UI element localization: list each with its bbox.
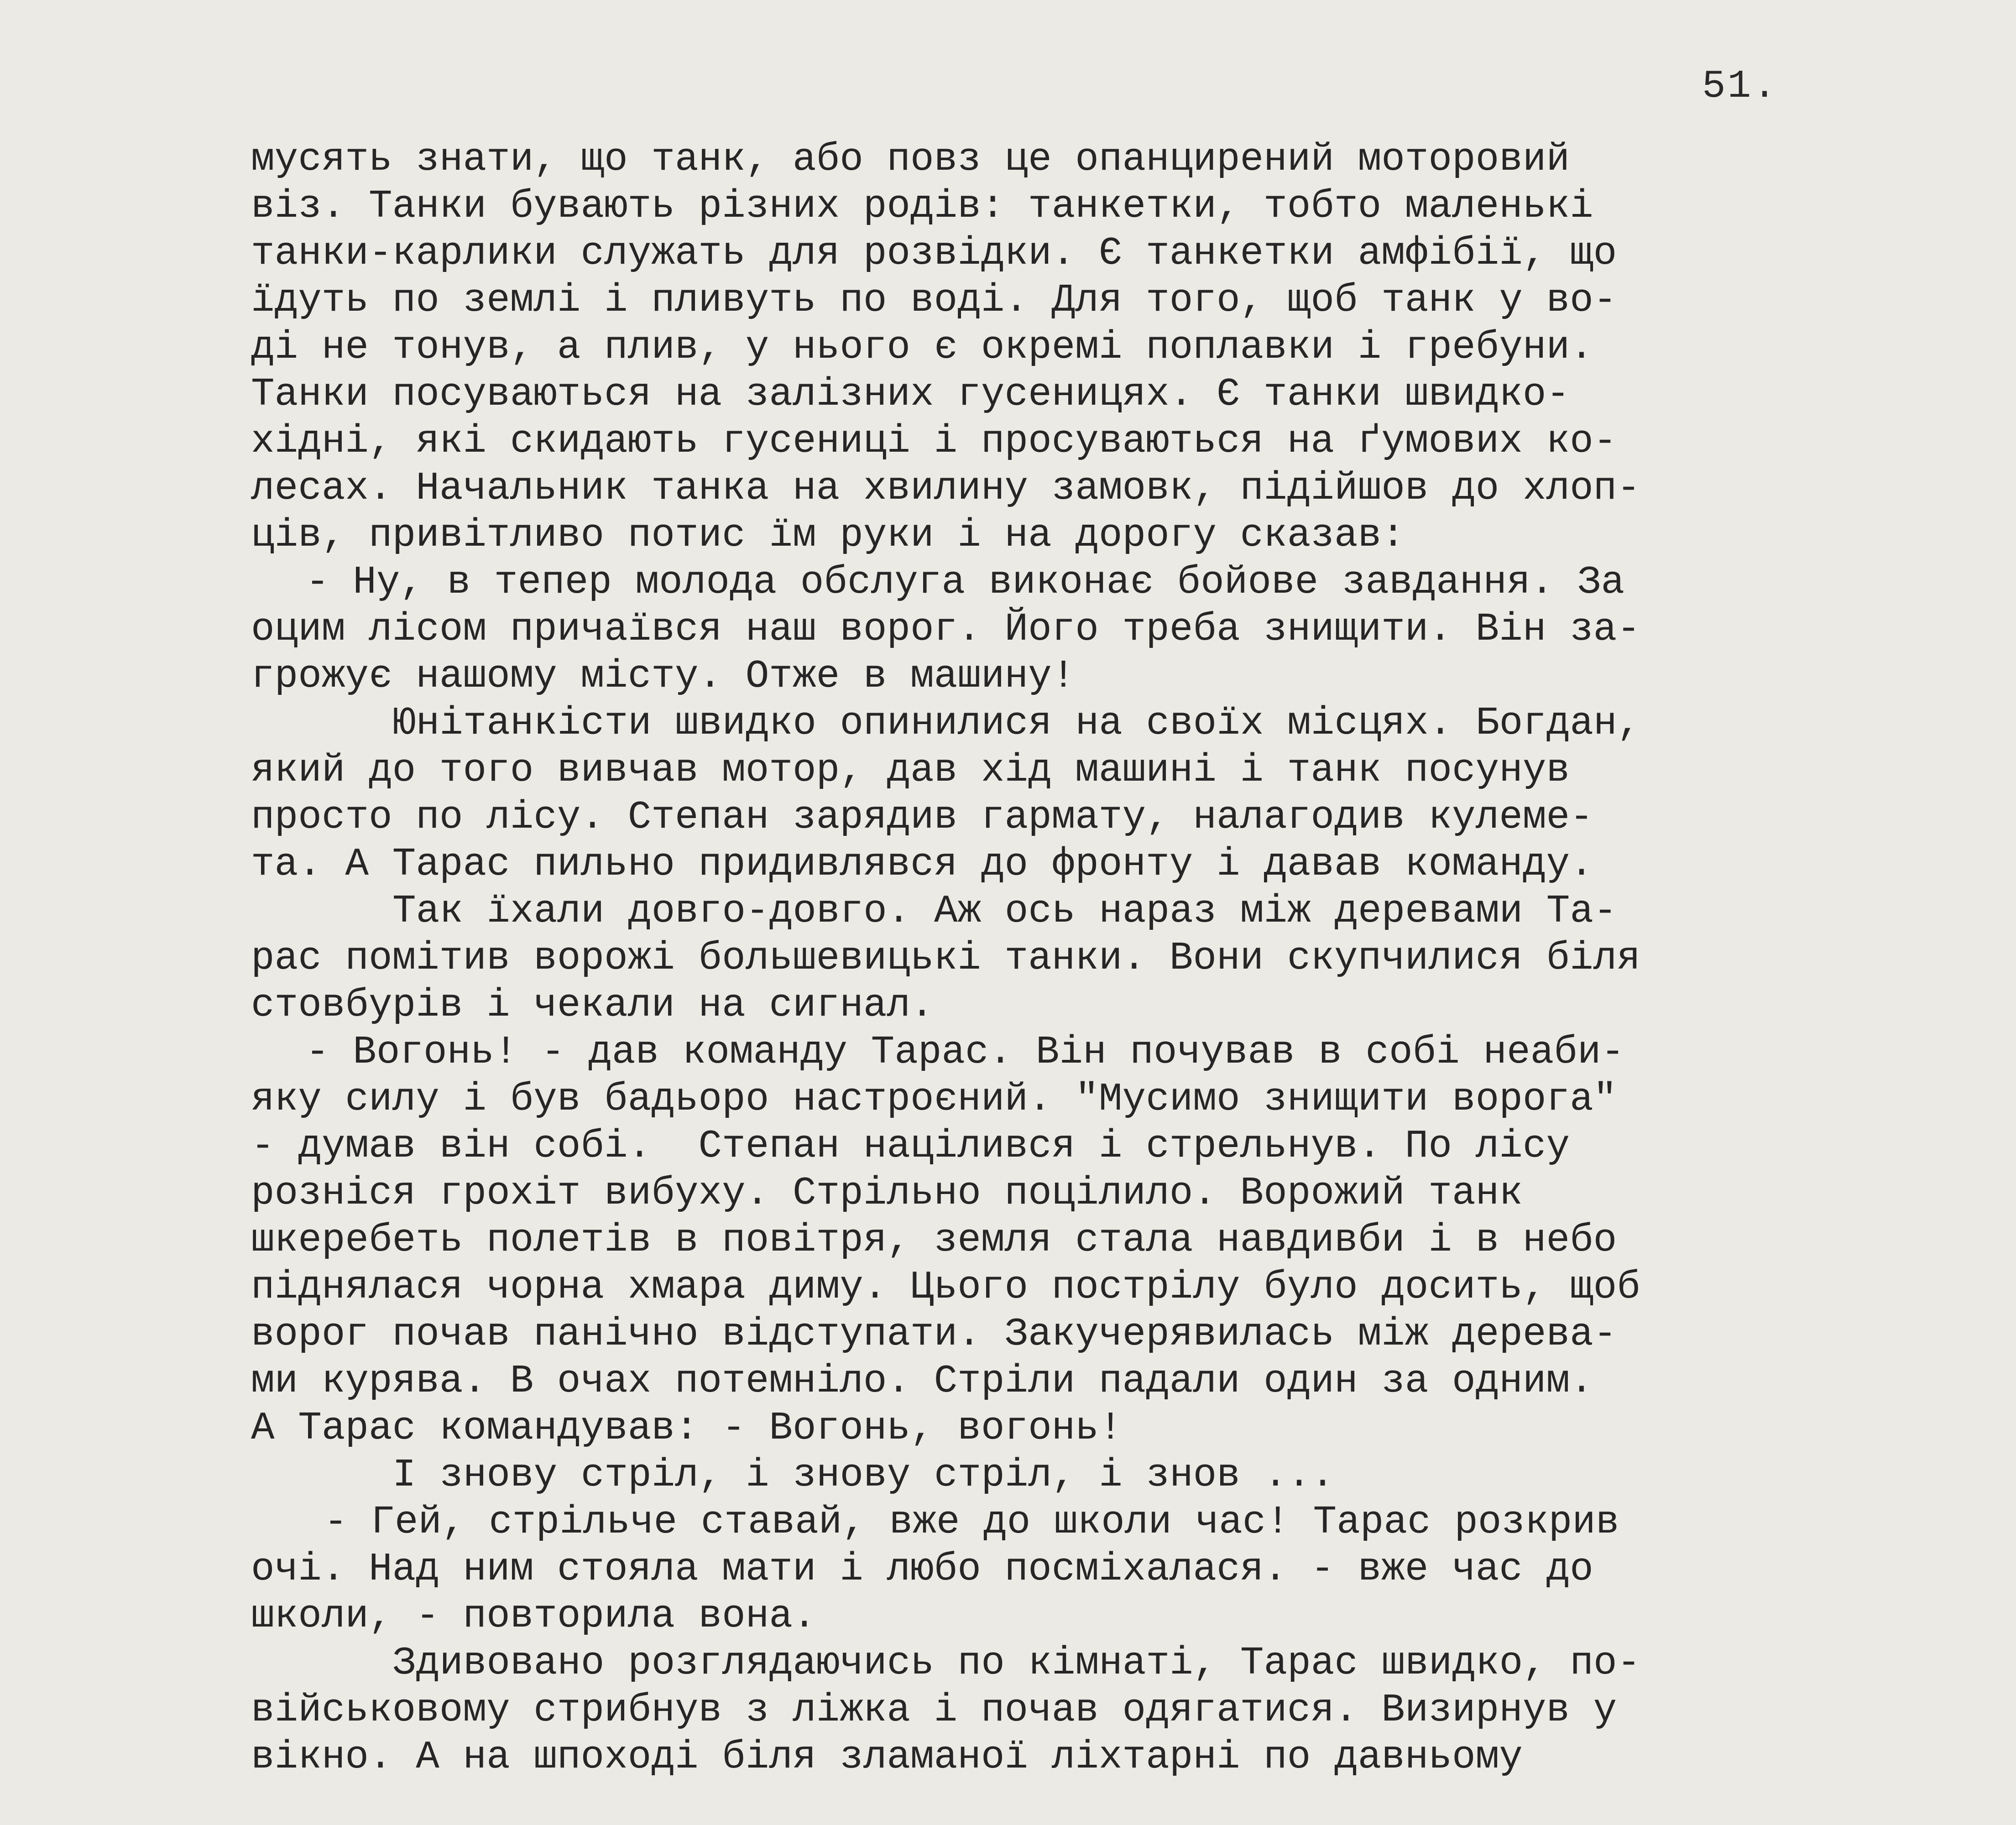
text-line: А Тарас командував: - Вогонь, вогонь! bbox=[251, 1406, 1123, 1450]
body-text bbox=[251, 136, 1894, 1781]
text-line: лесах. Начальник танка на хвилину замовк, підійшов до хлоп- bbox=[251, 466, 1640, 511]
text-line: віз. Танки бувають різних родів: танкетки, тобто маленькі bbox=[251, 184, 1593, 229]
text-line: школи, - повторила вона. bbox=[251, 1594, 816, 1638]
text-line: очі. Над ним стояла мати і любо посміхалася. - вже час до bbox=[251, 1547, 1593, 1591]
text-line: танки-карлики служать для розвідки. Є танкетки амфібії, що bbox=[251, 231, 1617, 276]
page-number: 51. bbox=[1702, 64, 1778, 109]
text-line: - думав він собі. Степан націлився і стрельнув. По лісу bbox=[251, 1124, 1570, 1168]
text-line: вікно. А на шпоході біля зламаної ліхтарні по давньому bbox=[251, 1735, 1523, 1779]
text-line: піднялася чорна хмара диму. Цього пострілу було досить, щоб bbox=[251, 1265, 1640, 1309]
text-line: просто по лісу. Степан зарядив гармату, налагодив кулеме- bbox=[251, 795, 1593, 840]
text-line: рас помітив ворожі большевицькі танки. Вони скупчилися біля bbox=[251, 936, 1640, 980]
text-line: - Гей, стрільче ставай, вже до школи час! Тарас розкрив bbox=[324, 1500, 1619, 1544]
text-line: грожує нашому місту. Отже в машину! bbox=[251, 654, 1076, 699]
text-line: яку силу і був бадьоро настроєний. "Мусимо знищити ворога" bbox=[251, 1077, 1617, 1121]
text-line: хідні, які скидають гусениці і просуваються на ґумових ко- bbox=[251, 419, 1617, 464]
text-line: стовбурів і чекали на сигнал. bbox=[251, 983, 934, 1027]
text-line: ді не тонув, а плив, у нього є окремі поплавки і гребуни. bbox=[251, 325, 1593, 370]
text-line: військовому стрибнув з ліжка і почав одягатися. Визирнув у bbox=[251, 1688, 1617, 1732]
text-line: Танки посуваються на залізних гусеницях. Є танки швидко- bbox=[251, 372, 1570, 417]
text-line: та. А Тарас пильно придивлявся до фронту і давав команду. bbox=[251, 842, 1593, 886]
text-line: їдуть по землі і пливуть по воді. Для того, щоб танк у во- bbox=[251, 278, 1617, 323]
text-line: мусять знати, що танк, або повз це опанцирений моторовий bbox=[251, 137, 1570, 182]
text-line: який до того вивчав мотор, дав хід машині і танк посунув bbox=[251, 748, 1570, 793]
text-line: ців, привітливо потис їм руки і на дорогу сказав: bbox=[251, 513, 1405, 558]
text-line: - Вогонь! - дав команду Тарас. Він почував в собі неаби- bbox=[306, 1030, 1625, 1074]
text-line: розніся грохіт вибуху. Стрільно поцілило. Ворожий танк bbox=[251, 1171, 1523, 1215]
text-line: І знову стріл, і знову стріл, і знов ... bbox=[392, 1453, 1335, 1497]
text-line: Так їхали довго-довго. Аж ось нараз між деревами Та- bbox=[392, 889, 1617, 933]
text-line: Юнітанкісти швидко опинилися на своїх місцях. Богдан, bbox=[392, 701, 1641, 746]
text-line: - Ну, в тепер молода обслуга виконає бойове завдання. За bbox=[306, 560, 1625, 605]
text-line: ворог почав панічно відступати. Закучерявилась між дерева- bbox=[251, 1312, 1617, 1356]
bleed-through-mark bbox=[648, 68, 687, 113]
text-line: шкеребеть полетів в повітря, земля стала навдивби і в небо bbox=[251, 1218, 1617, 1262]
text-line: Здивовано розглядаючись по кімнаті, Тарас швидко, по- bbox=[392, 1641, 1641, 1685]
text-line: оцим лісом причаївся наш ворог. Його треба знищити. Він за- bbox=[251, 607, 1640, 652]
text-line: ми курява. В очах потемніло. Стріли падали один за одним. bbox=[251, 1359, 1593, 1403]
